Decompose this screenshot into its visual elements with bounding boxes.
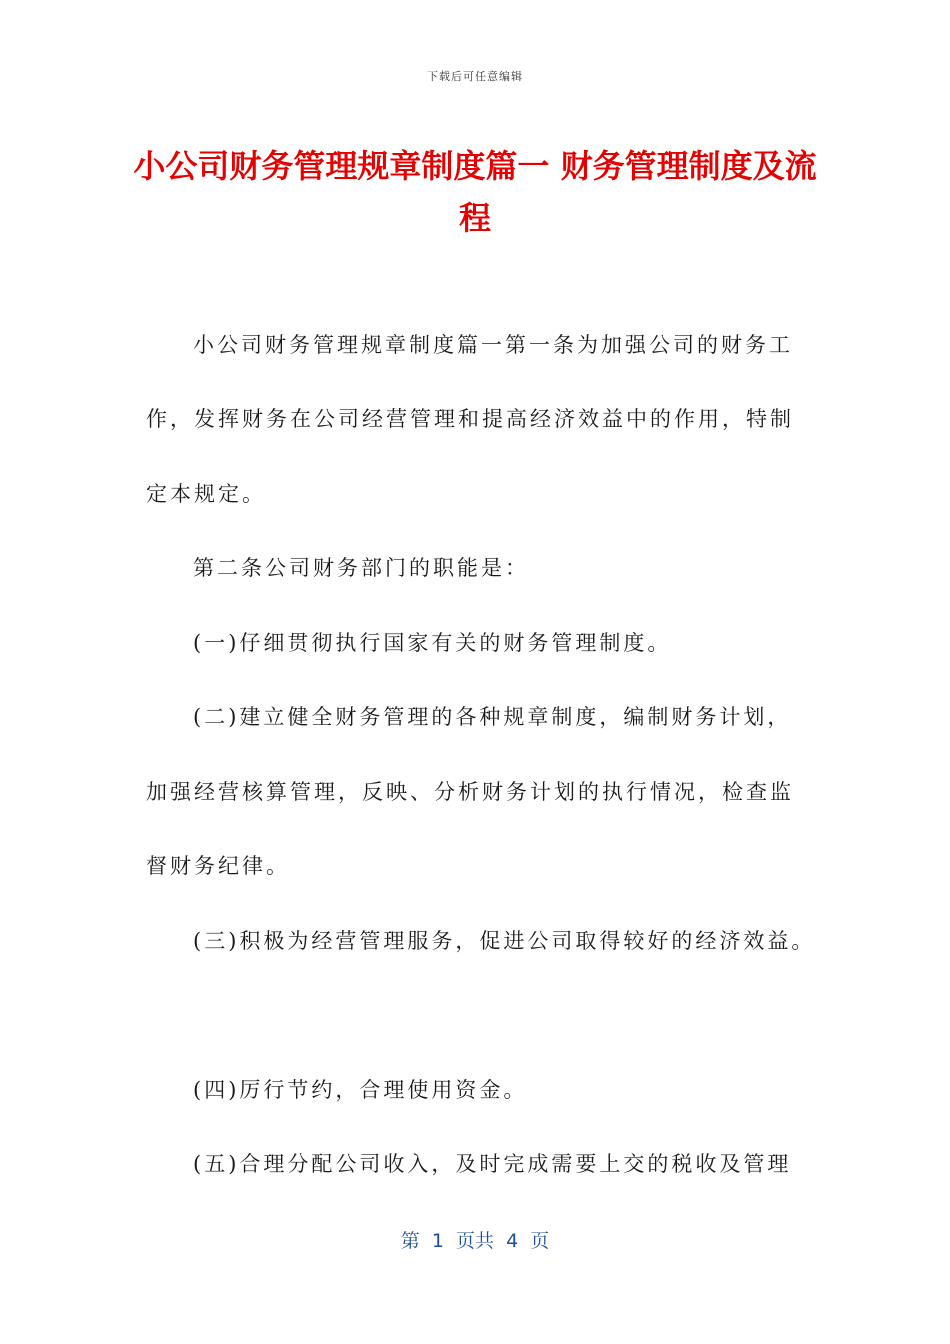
paragraph-line: 小公司财务管理规章制度篇一第一条为加强公司的财务工 [193, 333, 793, 357]
paragraph-line: (五)合理分配公司收入，及时完成需要上交的税收及管理 [193, 1152, 792, 1176]
document-title: 小公司财务管理规章制度篇一 财务管理制度及流程 [133, 147, 817, 237]
paragraph-line: 督财务纪律。 [146, 854, 290, 878]
paragraph-line: (四)厉行节约，合理使用资金。 [193, 1078, 528, 1102]
paragraph-line: (二)建立健全财务管理的各种规章制度，编制财务计划， [193, 705, 792, 729]
paragraph-line: 第二条公司财务部门的职能是： [193, 556, 529, 580]
paragraph-line: (一)仔细贯彻执行国家有关的财务管理制度。 [193, 631, 672, 655]
page-number-footer: 第 1 页共 4 页 [400, 1230, 550, 1252]
paragraph-line: 加强经营核算管理，反映、分析财务计划的执行情况，检查监 [146, 780, 794, 804]
paragraph-line: 作，发挥财务在公司经营管理和提高经济效益中的作用，特制 [146, 407, 794, 431]
paragraph-line: 定本规定。 [146, 482, 266, 506]
download-note: 下载后可任意编辑 [427, 70, 523, 83]
paragraph-line: (三)积极为经营管理服务，促进公司取得较好的经济效益。 [193, 929, 816, 953]
